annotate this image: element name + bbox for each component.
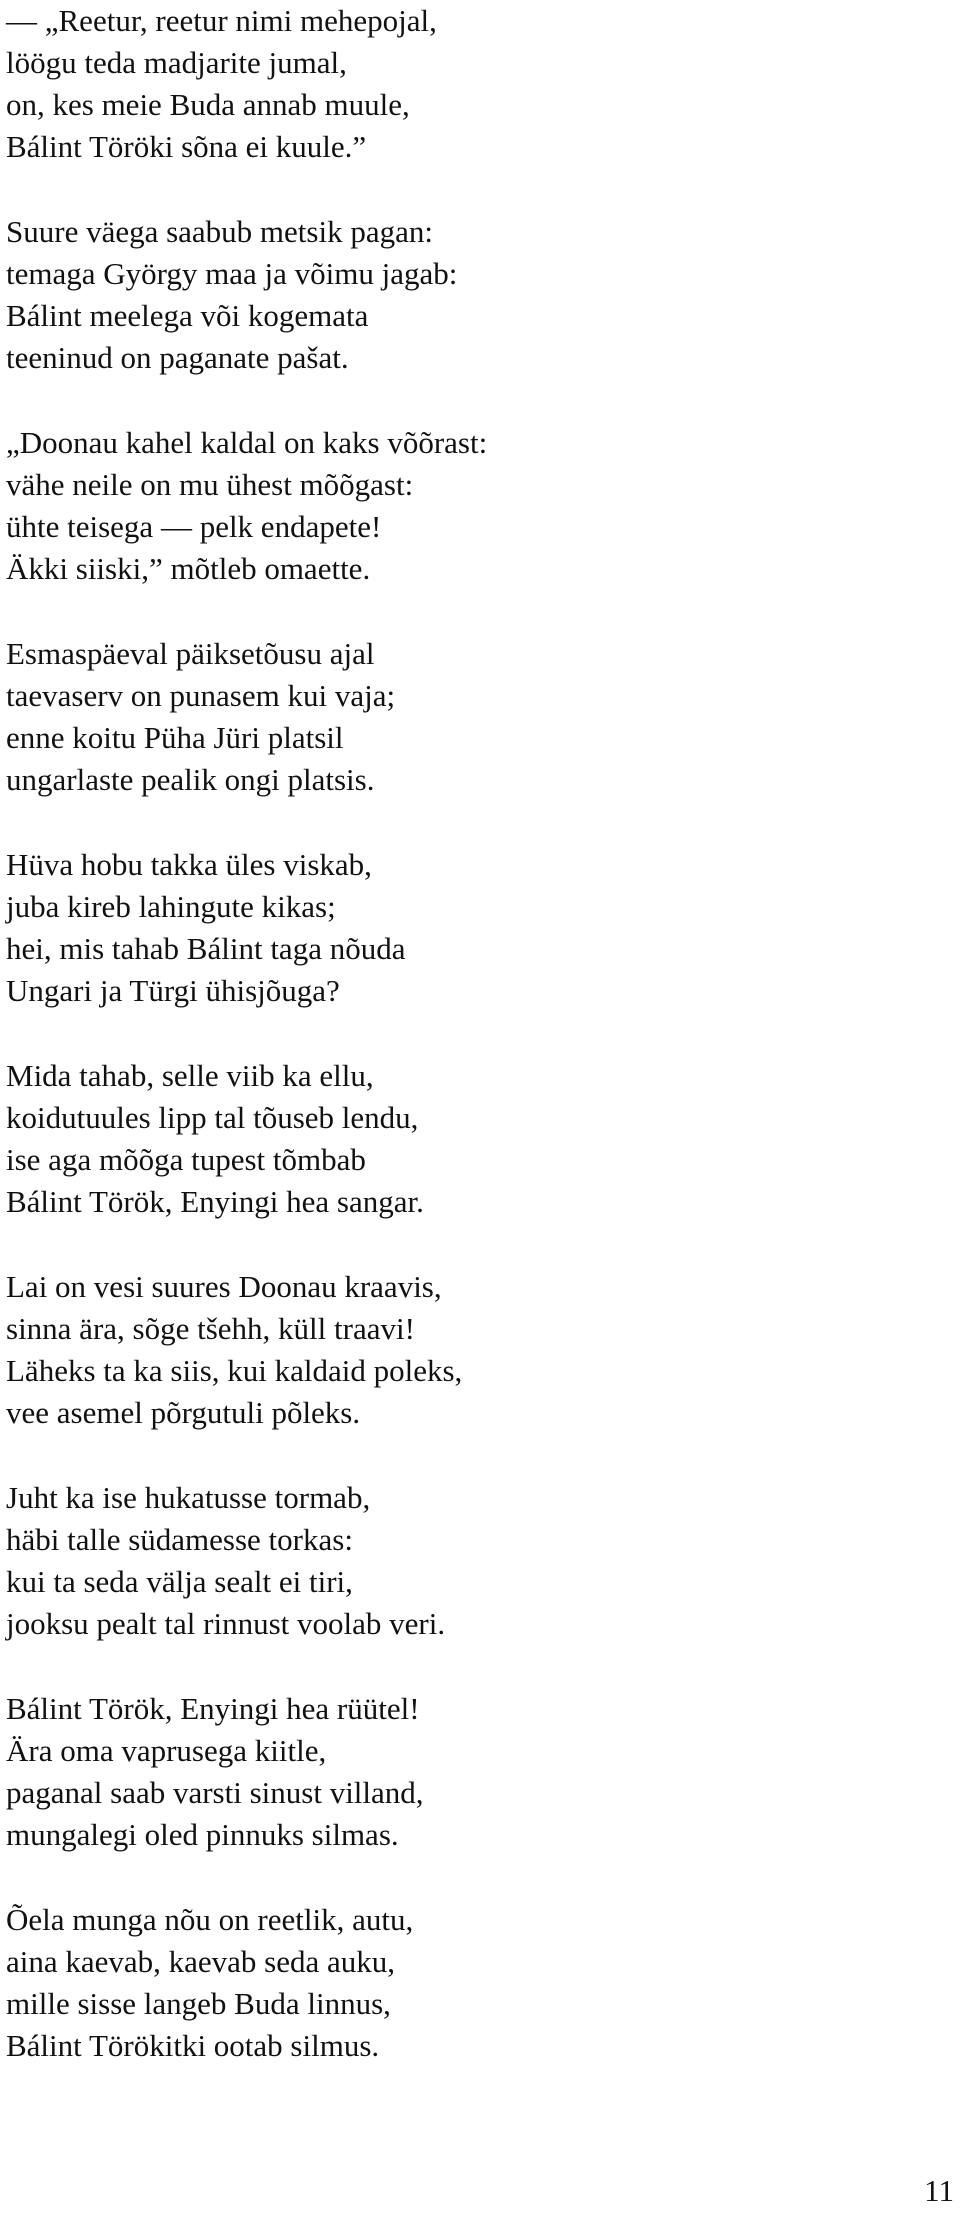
verse-line: on, kes meie Buda annab muule,	[6, 87, 410, 122]
stanza-5	[6, 844, 946, 1012]
verse-line: vee asemel põrgutuli põleks.	[6, 1395, 361, 1430]
poem	[6, 0, 946, 2110]
verse-line: temaga György maa ja võimu jagab:	[6, 256, 458, 291]
verse-line: jooksu pealt tal rinnust voolab veri.	[6, 1606, 446, 1641]
verse-line: Bálint Törökitki ootab silmus.	[6, 2028, 380, 2063]
stanza-3	[6, 422, 946, 590]
verse-line: häbi talle südamesse torkas:	[6, 1522, 353, 1557]
verse-line: Suure väega saabub metsik pagan:	[6, 214, 433, 249]
verse-line: Hüva hobu takka üles viskab,	[6, 847, 372, 882]
verse-line: juba kireb lahingute kikas;	[6, 889, 336, 924]
verse-line: sinna ära, sõge tšehh, küll traavi!	[6, 1311, 415, 1346]
stanza-1	[6, 0, 946, 168]
verse-line: Esmaspäeval päiksetõusu ajal	[6, 636, 375, 671]
stanza-9	[6, 1688, 946, 1856]
verse-line: Lai on vesi suures Doonau kraavis,	[6, 1269, 442, 1304]
verse-line: Bálint Török, Enyingi hea sangar.	[6, 1184, 424, 1219]
verse-line: Bálint Török, Enyingi hea rüütel!	[6, 1691, 420, 1726]
verse-line: löögu teda madjarite jumal,	[6, 45, 347, 80]
verse-line: — „Reetur, reetur nimi mehepojal,	[6, 3, 437, 38]
verse-line: hei, mis tahab Bálint taga nõuda	[6, 931, 406, 966]
verse-line: Läheks ta ka siis, kui kaldaid poleks,	[6, 1353, 463, 1388]
verse-line: ungarlaste pealik ongi platsis.	[6, 762, 375, 797]
verse-line: ühte teisega — pelk endapete!	[6, 509, 382, 544]
stanza-2	[6, 211, 946, 379]
verse-line: taevaserv on punasem kui vaja;	[6, 678, 396, 713]
verse-line: paganal saab varsti sinust villand,	[6, 1775, 424, 1810]
page-number: 11	[924, 2173, 954, 2208]
stanza-7	[6, 1266, 946, 1434]
verse-line: enne koitu Püha Jüri platsil	[6, 720, 344, 755]
verse-line: vähe neile on mu ühest mõõgast:	[6, 467, 414, 502]
verse-line: Õela munga nõu on reetlik, autu,	[6, 1902, 414, 1937]
verse-line: Mida tahab, selle viib ka ellu,	[6, 1058, 374, 1093]
verse-line: ise aga mõõga tupest tõmbab	[6, 1142, 366, 1177]
stanza-10	[6, 1899, 946, 2067]
verse-line: Ära oma vaprusega kiitle,	[6, 1733, 327, 1768]
stanza-8	[6, 1477, 946, 1645]
verse-line: teeninud on paganate pašat.	[6, 340, 349, 375]
verse-line: koidutuules lipp tal tõuseb lendu,	[6, 1100, 419, 1135]
verse-line: aina kaevab, kaevab seda auku,	[6, 1944, 396, 1979]
verse-line: Äkki siiski,” mõtleb omaette.	[6, 551, 371, 586]
verse-line: kui ta seda välja sealt ei tiri,	[6, 1564, 353, 1599]
verse-line: Bálint Töröki sõna ei kuule.”	[6, 129, 367, 164]
verse-line: Bálint meelega või kogemata	[6, 298, 369, 333]
verse-line: Juht ka ise hukatusse tormab,	[6, 1480, 371, 1515]
verse-line: mille sisse langeb Buda linnus,	[6, 1986, 391, 2021]
verse-line: Ungari ja Türgi ühisjõuga?	[6, 973, 340, 1008]
verse-line: „Doonau kahel kaldal on kaks võõrast:	[6, 425, 488, 460]
stanza-4	[6, 633, 946, 801]
stanza-6	[6, 1055, 946, 1223]
verse-line: mungalegi oled pinnuks silmas.	[6, 1817, 399, 1852]
